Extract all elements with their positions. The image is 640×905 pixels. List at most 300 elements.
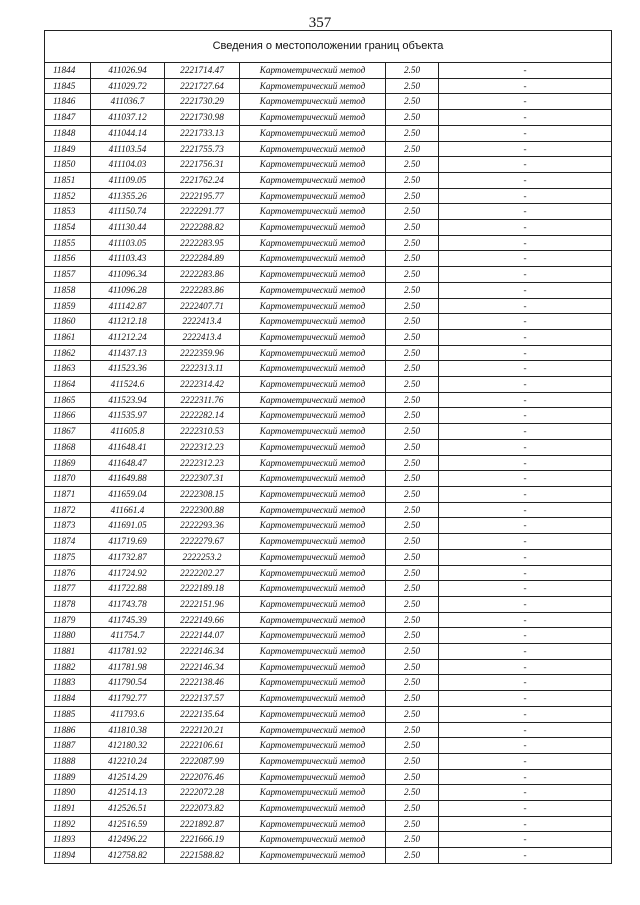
method-cell: Картометрический метод xyxy=(240,659,386,675)
y-coordinate-cell: 2221666.19 xyxy=(165,832,240,848)
point-number-cell: 11893 xyxy=(45,832,91,848)
precision-cell: 2.50 xyxy=(386,110,439,126)
point-number-cell: 11863 xyxy=(45,361,91,377)
x-coordinate-cell: 411732.87 xyxy=(91,549,165,565)
precision-cell: 2.50 xyxy=(386,706,439,722)
precision-cell: 2.50 xyxy=(386,78,439,94)
precision-cell: 2.50 xyxy=(386,63,439,79)
point-number-cell: 11848 xyxy=(45,125,91,141)
method-cell: Картометрический метод xyxy=(240,94,386,110)
point-number-cell: 11885 xyxy=(45,706,91,722)
method-cell: Картометрический метод xyxy=(240,801,386,817)
description-cell: - xyxy=(439,220,612,236)
description-cell: - xyxy=(439,282,612,298)
point-number-cell: 11844 xyxy=(45,63,91,79)
precision-cell: 2.50 xyxy=(386,769,439,785)
description-cell: - xyxy=(439,110,612,126)
method-cell: Картометрический метод xyxy=(240,235,386,251)
description-cell: - xyxy=(439,251,612,267)
precision-cell: 2.50 xyxy=(386,691,439,707)
description-cell: - xyxy=(439,455,612,471)
x-coordinate-cell: 412514.29 xyxy=(91,769,165,785)
y-coordinate-cell: 2222407.71 xyxy=(165,298,240,314)
point-number-cell: 11866 xyxy=(45,408,91,424)
description-cell: - xyxy=(439,486,612,502)
point-number-cell: 11859 xyxy=(45,298,91,314)
table-row xyxy=(45,801,612,817)
description-cell: - xyxy=(439,63,612,79)
point-number-cell: 11856 xyxy=(45,251,91,267)
precision-cell: 2.50 xyxy=(386,125,439,141)
table-row xyxy=(45,816,612,832)
method-cell: Картометрический метод xyxy=(240,502,386,518)
y-coordinate-cell: 2222413.4 xyxy=(165,329,240,345)
precision-cell: 2.50 xyxy=(386,298,439,314)
table-row xyxy=(45,329,612,345)
y-coordinate-cell: 2222314.42 xyxy=(165,377,240,393)
method-cell: Картометрический метод xyxy=(240,345,386,361)
method-cell: Картометрический метод xyxy=(240,753,386,769)
point-number-cell: 11858 xyxy=(45,282,91,298)
method-cell: Картометрический метод xyxy=(240,424,386,440)
precision-cell: 2.50 xyxy=(386,172,439,188)
point-number-cell: 11879 xyxy=(45,612,91,628)
y-coordinate-cell: 2221730.98 xyxy=(165,110,240,126)
table-row xyxy=(45,738,612,754)
method-cell: Картометрический метод xyxy=(240,486,386,502)
description-cell: - xyxy=(439,738,612,754)
y-coordinate-cell: 2222146.34 xyxy=(165,644,240,660)
description-cell: - xyxy=(439,204,612,220)
method-cell: Картометрический метод xyxy=(240,251,386,267)
method-cell: Картометрический метод xyxy=(240,408,386,424)
precision-cell: 2.50 xyxy=(386,157,439,173)
x-coordinate-cell: 411605.8 xyxy=(91,424,165,440)
method-cell: Картометрический метод xyxy=(240,204,386,220)
method-cell: Картометрический метод xyxy=(240,282,386,298)
method-cell: Картометрический метод xyxy=(240,141,386,157)
x-coordinate-cell: 411437.13 xyxy=(91,345,165,361)
y-coordinate-cell: 2222087.99 xyxy=(165,753,240,769)
method-cell: Картометрический метод xyxy=(240,832,386,848)
precision-cell: 2.50 xyxy=(386,282,439,298)
x-coordinate-cell: 411212.18 xyxy=(91,314,165,330)
precision-cell: 2.50 xyxy=(386,329,439,345)
table-row xyxy=(45,377,612,393)
precision-cell: 2.50 xyxy=(386,204,439,220)
point-number-cell: 11875 xyxy=(45,549,91,565)
table-row xyxy=(45,518,612,534)
x-coordinate-cell: 411691.05 xyxy=(91,518,165,534)
method-cell: Картометрический метод xyxy=(240,157,386,173)
x-coordinate-cell: 411719.69 xyxy=(91,534,165,550)
y-coordinate-cell: 2221756.31 xyxy=(165,157,240,173)
y-coordinate-cell: 2221755.73 xyxy=(165,141,240,157)
description-cell: - xyxy=(439,675,612,691)
point-number-cell: 11862 xyxy=(45,345,91,361)
y-coordinate-cell: 2221714.47 xyxy=(165,63,240,79)
table-row xyxy=(45,282,612,298)
y-coordinate-cell: 2222311.76 xyxy=(165,392,240,408)
description-cell: - xyxy=(439,377,612,393)
method-cell: Картометрический метод xyxy=(240,534,386,550)
description-cell: - xyxy=(439,502,612,518)
method-cell: Картометрический метод xyxy=(240,78,386,94)
method-cell: Картометрический метод xyxy=(240,392,386,408)
method-cell: Картометрический метод xyxy=(240,596,386,612)
point-number-cell: 11847 xyxy=(45,110,91,126)
precision-cell: 2.50 xyxy=(386,361,439,377)
x-coordinate-cell: 411523.36 xyxy=(91,361,165,377)
method-cell: Картометрический метод xyxy=(240,455,386,471)
method-cell: Картометрический метод xyxy=(240,125,386,141)
y-coordinate-cell: 2222076.46 xyxy=(165,769,240,785)
point-number-cell: 11894 xyxy=(45,848,91,864)
x-coordinate-cell: 412514.13 xyxy=(91,785,165,801)
y-coordinate-cell: 2222106.61 xyxy=(165,738,240,754)
x-coordinate-cell: 411029.72 xyxy=(91,78,165,94)
point-number-cell: 11860 xyxy=(45,314,91,330)
precision-cell: 2.50 xyxy=(386,785,439,801)
precision-cell: 2.50 xyxy=(386,471,439,487)
point-number-cell: 11889 xyxy=(45,769,91,785)
description-cell: - xyxy=(439,235,612,251)
table-row xyxy=(45,612,612,628)
precision-cell: 2.50 xyxy=(386,141,439,157)
precision-cell: 2.50 xyxy=(386,502,439,518)
y-coordinate-cell: 2222151.96 xyxy=(165,596,240,612)
y-coordinate-cell: 2222359.96 xyxy=(165,345,240,361)
method-cell: Картометрический метод xyxy=(240,377,386,393)
x-coordinate-cell: 411096.28 xyxy=(91,282,165,298)
point-number-cell: 11884 xyxy=(45,691,91,707)
table-row xyxy=(45,251,612,267)
method-cell: Картометрический метод xyxy=(240,267,386,283)
description-cell: - xyxy=(439,753,612,769)
table-row xyxy=(45,361,612,377)
precision-cell: 2.50 xyxy=(386,188,439,204)
table-row xyxy=(45,769,612,785)
point-number-cell: 11882 xyxy=(45,659,91,675)
y-coordinate-cell: 2222307.31 xyxy=(165,471,240,487)
table-row xyxy=(45,596,612,612)
description-cell: - xyxy=(439,172,612,188)
precision-cell: 2.50 xyxy=(386,596,439,612)
point-number-cell: 11874 xyxy=(45,534,91,550)
table-row xyxy=(45,314,612,330)
precision-cell: 2.50 xyxy=(386,565,439,581)
point-number-cell: 11851 xyxy=(45,172,91,188)
table-row xyxy=(45,125,612,141)
table-row xyxy=(45,534,612,550)
table-row xyxy=(45,753,612,769)
description-cell: - xyxy=(439,785,612,801)
table-body xyxy=(45,63,612,864)
y-coordinate-cell: 2222137.57 xyxy=(165,691,240,707)
x-coordinate-cell: 412180.32 xyxy=(91,738,165,754)
x-coordinate-cell: 411661.4 xyxy=(91,502,165,518)
table-row xyxy=(45,832,612,848)
point-number-cell: 11871 xyxy=(45,486,91,502)
x-coordinate-cell: 411810.38 xyxy=(91,722,165,738)
description-cell: - xyxy=(439,188,612,204)
point-number-cell: 11850 xyxy=(45,157,91,173)
description-cell: - xyxy=(439,581,612,597)
table-row xyxy=(45,644,612,660)
table-row xyxy=(45,785,612,801)
method-cell: Картометрический метод xyxy=(240,706,386,722)
y-coordinate-cell: 2222202.27 xyxy=(165,565,240,581)
description-cell: - xyxy=(439,722,612,738)
table-row xyxy=(45,565,612,581)
point-number-cell: 11873 xyxy=(45,518,91,534)
x-coordinate-cell: 411745.39 xyxy=(91,612,165,628)
precision-cell: 2.50 xyxy=(386,832,439,848)
precision-cell: 2.50 xyxy=(386,377,439,393)
x-coordinate-cell: 411793.6 xyxy=(91,706,165,722)
precision-cell: 2.50 xyxy=(386,675,439,691)
method-cell: Картометрический метод xyxy=(240,220,386,236)
x-coordinate-cell: 411142.87 xyxy=(91,298,165,314)
description-cell: - xyxy=(439,848,612,864)
x-coordinate-cell: 411037.12 xyxy=(91,110,165,126)
y-coordinate-cell: 2222310.53 xyxy=(165,424,240,440)
description-cell: - xyxy=(439,816,612,832)
precision-cell: 2.50 xyxy=(386,612,439,628)
x-coordinate-cell: 411781.98 xyxy=(91,659,165,675)
point-number-cell: 11876 xyxy=(45,565,91,581)
y-coordinate-cell: 2222073.82 xyxy=(165,801,240,817)
description-cell: - xyxy=(439,125,612,141)
table-row xyxy=(45,157,612,173)
x-coordinate-cell: 412516.59 xyxy=(91,816,165,832)
y-coordinate-cell: 2222291.77 xyxy=(165,204,240,220)
y-coordinate-cell: 2222308.15 xyxy=(165,486,240,502)
table-row xyxy=(45,78,612,94)
x-coordinate-cell: 411790.54 xyxy=(91,675,165,691)
x-coordinate-cell: 411212.24 xyxy=(91,329,165,345)
method-cell: Картометрический метод xyxy=(240,738,386,754)
precision-cell: 2.50 xyxy=(386,424,439,440)
method-cell: Картометрический метод xyxy=(240,471,386,487)
description-cell: - xyxy=(439,408,612,424)
x-coordinate-cell: 411524.6 xyxy=(91,377,165,393)
precision-cell: 2.50 xyxy=(386,455,439,471)
x-coordinate-cell: 411044.14 xyxy=(91,125,165,141)
method-cell: Картометрический метод xyxy=(240,581,386,597)
description-cell: - xyxy=(439,439,612,455)
y-coordinate-cell: 2222135.64 xyxy=(165,706,240,722)
y-coordinate-cell: 2222300.88 xyxy=(165,502,240,518)
table-row xyxy=(45,204,612,220)
precision-cell: 2.50 xyxy=(386,581,439,597)
description-cell: - xyxy=(439,157,612,173)
precision-cell: 2.50 xyxy=(386,220,439,236)
x-coordinate-cell: 411659.04 xyxy=(91,486,165,502)
x-coordinate-cell: 411104.03 xyxy=(91,157,165,173)
y-coordinate-cell: 2222120.21 xyxy=(165,722,240,738)
table-row xyxy=(45,628,612,644)
point-number-cell: 11888 xyxy=(45,753,91,769)
table-row xyxy=(45,392,612,408)
description-cell: - xyxy=(439,832,612,848)
description-cell: - xyxy=(439,628,612,644)
table-row xyxy=(45,63,612,79)
table-row xyxy=(45,188,612,204)
table-row xyxy=(45,172,612,188)
point-number-cell: 11855 xyxy=(45,235,91,251)
method-cell: Картометрический метод xyxy=(240,644,386,660)
y-coordinate-cell: 2221588.82 xyxy=(165,848,240,864)
y-coordinate-cell: 2221762.24 xyxy=(165,172,240,188)
description-cell: - xyxy=(439,392,612,408)
x-coordinate-cell: 411103.05 xyxy=(91,235,165,251)
table-row xyxy=(45,549,612,565)
precision-cell: 2.50 xyxy=(386,738,439,754)
x-coordinate-cell: 411150.74 xyxy=(91,204,165,220)
table-row xyxy=(45,706,612,722)
y-coordinate-cell: 2221727.64 xyxy=(165,78,240,94)
x-coordinate-cell: 411103.54 xyxy=(91,141,165,157)
table-row xyxy=(45,486,612,502)
point-number-cell: 11892 xyxy=(45,816,91,832)
y-coordinate-cell: 2222146.34 xyxy=(165,659,240,675)
y-coordinate-cell: 2222144.07 xyxy=(165,628,240,644)
description-cell: - xyxy=(439,596,612,612)
y-coordinate-cell: 2222283.86 xyxy=(165,282,240,298)
precision-cell: 2.50 xyxy=(386,549,439,565)
description-cell: - xyxy=(439,534,612,550)
description-cell: - xyxy=(439,298,612,314)
method-cell: Картометрический метод xyxy=(240,785,386,801)
method-cell: Картометрический метод xyxy=(240,612,386,628)
precision-cell: 2.50 xyxy=(386,644,439,660)
precision-cell: 2.50 xyxy=(386,251,439,267)
y-coordinate-cell: 2222288.82 xyxy=(165,220,240,236)
description-cell: - xyxy=(439,565,612,581)
description-cell: - xyxy=(439,267,612,283)
table-row xyxy=(45,581,612,597)
x-coordinate-cell: 411523.94 xyxy=(91,392,165,408)
point-number-cell: 11852 xyxy=(45,188,91,204)
x-coordinate-cell: 411096.34 xyxy=(91,267,165,283)
method-cell: Картометрический метод xyxy=(240,188,386,204)
table-row xyxy=(45,722,612,738)
point-number-cell: 11849 xyxy=(45,141,91,157)
description-cell: - xyxy=(439,424,612,440)
point-number-cell: 11891 xyxy=(45,801,91,817)
y-coordinate-cell: 2222195.77 xyxy=(165,188,240,204)
precision-cell: 2.50 xyxy=(386,816,439,832)
description-cell: - xyxy=(439,345,612,361)
x-coordinate-cell: 411648.47 xyxy=(91,455,165,471)
point-number-cell: 11887 xyxy=(45,738,91,754)
page-number: 357 xyxy=(308,15,332,31)
x-coordinate-cell: 411743.78 xyxy=(91,596,165,612)
description-cell: - xyxy=(439,612,612,628)
y-coordinate-cell: 2221730.29 xyxy=(165,94,240,110)
precision-cell: 2.50 xyxy=(386,753,439,769)
description-cell: - xyxy=(439,471,612,487)
x-coordinate-cell: 412496.22 xyxy=(91,832,165,848)
method-cell: Картометрический метод xyxy=(240,172,386,188)
y-coordinate-cell: 2222279.67 xyxy=(165,534,240,550)
method-cell: Картометрический метод xyxy=(240,63,386,79)
point-number-cell: 11881 xyxy=(45,644,91,660)
method-cell: Картометрический метод xyxy=(240,110,386,126)
x-coordinate-cell: 411026.94 xyxy=(91,63,165,79)
description-cell: - xyxy=(439,691,612,707)
point-number-cell: 11886 xyxy=(45,722,91,738)
y-coordinate-cell: 2222189.18 xyxy=(165,581,240,597)
method-cell: Картометрический метод xyxy=(240,769,386,785)
method-cell: Картометрический метод xyxy=(240,848,386,864)
method-cell: Картометрический метод xyxy=(240,549,386,565)
y-coordinate-cell: 2222282.14 xyxy=(165,408,240,424)
precision-cell: 2.50 xyxy=(386,486,439,502)
point-number-cell: 11869 xyxy=(45,455,91,471)
description-cell: - xyxy=(439,78,612,94)
x-coordinate-cell: 412758.82 xyxy=(91,848,165,864)
x-coordinate-cell: 411724.92 xyxy=(91,565,165,581)
point-number-cell: 11865 xyxy=(45,392,91,408)
x-coordinate-cell: 411355.26 xyxy=(91,188,165,204)
table-row xyxy=(45,267,612,283)
y-coordinate-cell: 2222293.36 xyxy=(165,518,240,534)
point-number-cell: 11857 xyxy=(45,267,91,283)
description-cell: - xyxy=(439,314,612,330)
x-coordinate-cell: 411792.77 xyxy=(91,691,165,707)
description-cell: - xyxy=(439,801,612,817)
point-number-cell: 11867 xyxy=(45,424,91,440)
table-row xyxy=(45,455,612,471)
y-coordinate-cell: 2222312.23 xyxy=(165,439,240,455)
point-number-cell: 11872 xyxy=(45,502,91,518)
point-number-cell: 11880 xyxy=(45,628,91,644)
y-coordinate-cell: 2222072.28 xyxy=(165,785,240,801)
description-cell: - xyxy=(439,361,612,377)
x-coordinate-cell: 411103.43 xyxy=(91,251,165,267)
y-coordinate-cell: 2222283.86 xyxy=(165,267,240,283)
description-cell: - xyxy=(439,518,612,534)
precision-cell: 2.50 xyxy=(386,392,439,408)
point-number-cell: 11883 xyxy=(45,675,91,691)
y-coordinate-cell: 2222149.66 xyxy=(165,612,240,628)
x-coordinate-cell: 411535.97 xyxy=(91,408,165,424)
y-coordinate-cell: 2222284.89 xyxy=(165,251,240,267)
precision-cell: 2.50 xyxy=(386,722,439,738)
precision-cell: 2.50 xyxy=(386,848,439,864)
point-number-cell: 11861 xyxy=(45,329,91,345)
precision-cell: 2.50 xyxy=(386,235,439,251)
method-cell: Картометрический метод xyxy=(240,439,386,455)
point-number-cell: 11846 xyxy=(45,94,91,110)
table-row xyxy=(45,94,612,110)
method-cell: Картометрический метод xyxy=(240,675,386,691)
precision-cell: 2.50 xyxy=(386,314,439,330)
method-cell: Картометрический метод xyxy=(240,565,386,581)
x-coordinate-cell: 411649.88 xyxy=(91,471,165,487)
point-number-cell: 11868 xyxy=(45,439,91,455)
point-number-cell: 11877 xyxy=(45,581,91,597)
table-row xyxy=(45,848,612,864)
method-cell: Картометрический метод xyxy=(240,329,386,345)
precision-cell: 2.50 xyxy=(386,534,439,550)
description-cell: - xyxy=(439,141,612,157)
x-coordinate-cell: 411722.88 xyxy=(91,581,165,597)
x-coordinate-cell: 411036.7 xyxy=(91,94,165,110)
y-coordinate-cell: 2221892.87 xyxy=(165,816,240,832)
